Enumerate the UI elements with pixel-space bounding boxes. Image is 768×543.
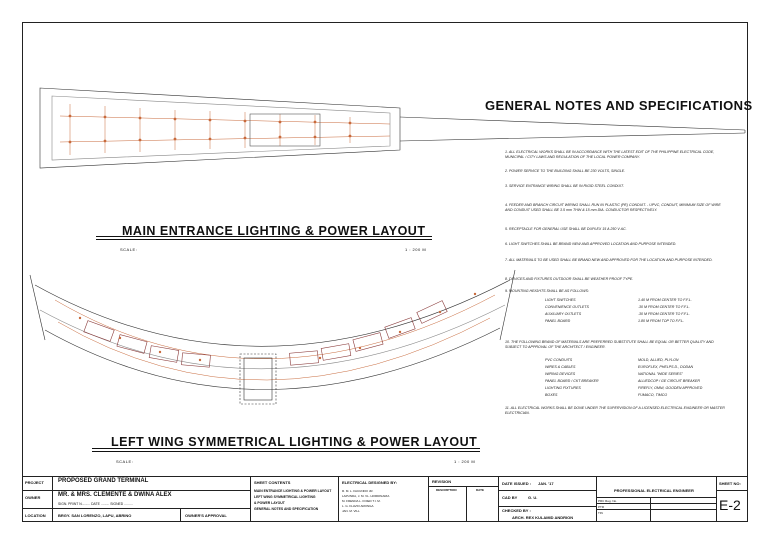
description-label: DESCRIPTION — [436, 488, 457, 492]
brand-item-4: PANEL BOARD / CKT BREAKER — [545, 379, 599, 383]
note-3: 3. SERVICE ENTRANCE WIRING SHALL BE IN RIGID STEEL CONDUIT. — [505, 184, 624, 188]
tb-col-10 — [180, 508, 181, 522]
left-wing-plan — [30, 270, 515, 404]
brand-item-5: LIGHTING FIXTURES — [545, 386, 581, 390]
revision-label: REVISION — [432, 479, 452, 484]
date-label: DATE — [476, 488, 484, 492]
main-layout-title-text: MAIN ENTRANCE LIGHTING & POWER LAYOUT — [122, 224, 426, 238]
owners-approval: OWNER'S APPROVAL — [185, 513, 227, 518]
cad-value: G. U. — [528, 495, 538, 500]
project-label: PROJECT — [25, 480, 44, 485]
brand-value-3: NATIONAL "WIDE SERIES" — [638, 372, 683, 376]
wing-layout-title-text: LEFT WING SYMMETRICAL LIGHTING & POWER LAYOUT — [111, 435, 478, 449]
sheet-contents-2: LEFT WING SYMMETRICAL LIGHTING — [254, 495, 316, 499]
designer-line-2: LAPUNDA, J. M. VL. HORDINARIA — [342, 494, 390, 498]
location-label: LOCATION — [25, 513, 46, 518]
note-10: 10. THE FOLLOWING BRAND OF MATERIALS ARE PREFERRED SUBSTITUTE SHALL BE EQUAL OR BETTER QUALITY AND SUBJECT TO APPROVAL OF THE ARCHITECT / ENGINEER. — [505, 340, 714, 349]
main-title-underline — [96, 236, 432, 237]
brand-value-2: EUROFLEX, PHELPS D., DODAN — [638, 365, 694, 369]
tb-rule-7 — [596, 509, 716, 510]
designer-line-5: JAN. M. VILL — [342, 509, 360, 513]
mount-item-1: LIGHT SWITCHES — [545, 298, 576, 302]
mount-item-4: PANEL BOARD — [545, 319, 571, 323]
mount-value-4: 1.80 M FROM TOP TO F.F.L. — [638, 319, 685, 323]
tb-col-3 — [338, 476, 339, 522]
owner-label: OWNER — [25, 495, 41, 500]
cad-label: CAD BY — [502, 495, 518, 500]
sheet-number: E-2 — [719, 497, 741, 513]
tb-rule-4 — [498, 506, 596, 507]
main-layout-scale — [120, 238, 137, 256]
note-7: 7. ALL MATERIALS TO BE USED SHALL BE BRAND NEW AND APPROVED FOR THE LOCATION AND PURPOSE INTENDED. — [505, 258, 713, 262]
tb-rule-6 — [596, 503, 716, 504]
tb-col-1 — [52, 476, 53, 522]
tb-rule-2 — [22, 508, 250, 509]
pro-engineer-label: PROFESSIONAL ELECTRICAL ENGINEER — [614, 488, 694, 493]
tb-rule-8 — [716, 490, 748, 491]
tb-col-9 — [716, 476, 717, 522]
main-layout-scale-right — [405, 238, 426, 256]
tb-col-5 — [466, 486, 467, 522]
note-8: 8. DEVICES AND FIXTURES OUTDOOR SHALL BE WEATHER PROOF TYPE. — [505, 277, 634, 281]
note-1: 1. ALL ELECTRICAL WORKS SHALL BE IN ACCORDANCE WITH THE LATEST EDIT OF THE PHILIPPINE ELECTRICAL CODE, MUNICIPAL / CITY LAWS AND REGULATION OF THE LOCAL POWER COMPANY. — [505, 150, 715, 159]
tb-rule-3 — [498, 490, 596, 491]
prc-row-3: TIN — [598, 511, 603, 515]
wing-layout-scale — [116, 450, 133, 468]
prc-row-2: PTR — [598, 505, 604, 509]
owner-name: MR. & MRS. CLEMENTE & DWINA ALEX — [58, 492, 172, 498]
tb-col-2 — [250, 476, 251, 522]
prc-row-1: PRC Reg. No. — [598, 499, 618, 503]
tb-col-4 — [428, 476, 429, 522]
tb-rule-5 — [596, 497, 716, 498]
sheet-no-label: SHEET NO: — [719, 481, 741, 486]
location-value: BRGY. SAN LORENZO, LAPU, ABRINO — [58, 513, 132, 518]
mount-value-2: .30 M FROM CENTER TO F.F.L. — [638, 305, 690, 309]
designer-label: ELECTRICAL DESIGNED BY: — [342, 480, 397, 485]
mount-item-3: AUXILIARY OUTLETS — [545, 312, 582, 316]
wing-layout-scale-right — [454, 450, 475, 468]
note-5: 5. RECEPTACLE FOR GENERAL USE SHALL BE DUPLEX 15 A 250 V AC. — [505, 227, 627, 231]
wing-scale-value: 1 : 200 M — [454, 459, 476, 464]
owner-signature-line: SIGN. PRINT N......... DATE ......... SIGNED ......... — [58, 502, 133, 506]
wing-title-underline-2 — [92, 451, 480, 452]
brand-value-6: FUMACO, TIMCO — [638, 393, 668, 397]
project-name: PROPOSED GRAND TERMINAL — [58, 478, 149, 484]
tb-col-7 — [596, 476, 597, 522]
brand-item-2: WIRES & CABLES — [545, 365, 576, 369]
sheet-contents-4: GENERAL NOTES AND SPECIFICATION — [254, 507, 319, 511]
wing-scale-label: SCALE: — [116, 459, 134, 464]
sheet-contents-1: MAIN ENTRANCE LIGHTING & POWER LAYOUT — [254, 489, 332, 493]
brand-item-3: WIRING DEVICES — [545, 372, 576, 376]
mount-value-3: .30 M FROM CENTER TO F.F.L. — [638, 312, 690, 316]
brand-value-5: FIREFLY, OMNI, GOODEN APPROVED — [638, 386, 703, 390]
mount-item-2: CONVENIENCE OUTLETS — [545, 305, 589, 309]
designer-line-1: R. M. L. FACUNDO JR. — [342, 489, 374, 493]
date-issued-label: DATE ISSUED : — [502, 481, 532, 486]
tb-col-8 — [650, 497, 651, 522]
designer-line-3: M. FRENDA L. FOIED T.I. M. — [342, 499, 381, 503]
note-2: 2. POWER SERVICE TO THE BUILDING SHALL BE 230 VOLTS, SINGLE. — [505, 169, 626, 173]
brand-item-6: BOXES — [545, 393, 558, 397]
notes-title: GENERAL NOTES AND SPECIFICATIONS — [485, 98, 753, 113]
checked-label: CHECKED BY : — [502, 508, 531, 513]
note-9: 9. MOUNTING HEIGHTS SHALL BE AS FOLLOWS: — [505, 289, 589, 293]
brand-value-4: ALLIEDCOP / GE CIRCUIT BREAKER — [638, 379, 700, 383]
general-notes — [485, 98, 753, 113]
main-scale-value: 1 : 200 M — [405, 247, 427, 252]
mount-value-1: 1.40 M FROM CENTER TO F.F.L. — [638, 298, 692, 302]
note-11: 11. ALL ELECTRICAL WORKS SHALL BE DONE UNDER THE SUPERVISION OF A LICENSED ELECTRICAL ENGINEER OR MASTER ELECTRICIAN. — [505, 406, 725, 415]
designer-line-4: L. G. FLAVIO ARONGA — [342, 504, 374, 508]
main-title-underline-2 — [96, 239, 432, 240]
main-scale-label: SCALE: — [120, 247, 138, 252]
main-layout-title — [122, 222, 425, 240]
tb-col-6 — [498, 476, 499, 522]
tb-rule-1 — [22, 490, 250, 491]
date-issued-value: JAN. '17 — [538, 481, 554, 486]
checked-value: ARCH. REX KULAMID ANDRION — [512, 515, 574, 520]
sheet-contents-label: SHEET CONTENTS — [254, 480, 291, 485]
brand-item-1: PVC CONDUITS — [545, 358, 573, 362]
note-6: 6. LIGHT SWITCHES SHALL BE BRAND NEW AND APPROVED LOCATION AND PURPOSE INTENDED. — [505, 242, 677, 246]
sheet-contents-3: & POWER LAYOUT — [254, 501, 285, 505]
brand-value-1: MOLD, ALLIED, PLYLON — [638, 358, 679, 362]
tb-rule-rev — [428, 486, 498, 487]
wing-title-underline — [92, 448, 480, 449]
note-4: 4. FEEDER AND BRANCH CIRCUIT WIRING SHALL RUN IN PLASTIC (PE) CONDUIT. - UPVC, CONDUIT, MINIMUM SIZE OF WIRE AND CONDUIT USED SHALL BE 3.5 mm THW & 15 mm DIA. CONDUCTOR RESPECTIVELY. — [505, 203, 721, 212]
